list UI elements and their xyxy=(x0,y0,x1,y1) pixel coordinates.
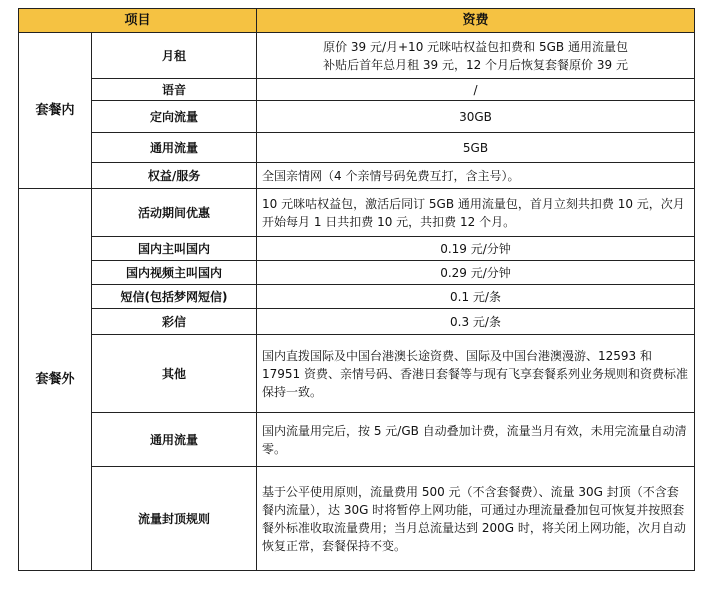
table-row xyxy=(19,261,695,285)
table-row xyxy=(19,413,695,467)
row-item: 语音 xyxy=(92,79,257,101)
row-fee: 基于公平使用原则，流量费用 500 元（不含套餐费）、流量 30G 封顶（不含套餐内流量），达 30G 时将暂停上网功能，可通过办理流量叠加包可恢复并按照套餐外标准收取流量费用；当月总流量达到 200G 时，将关闭上网功能，次月自动恢复正常，套餐保持不变。 xyxy=(257,467,695,571)
row-item: 权益/服务 xyxy=(92,163,257,189)
row-item: 国内主叫国内 xyxy=(92,237,257,261)
table-row xyxy=(19,285,695,309)
table-row xyxy=(19,189,695,237)
row-fee: 10 元咪咕权益包，激活后同订 5GB 通用流量包，首月立刻共扣费 10 元，次月开始每月 1 日共扣费 10 元，共扣费 12 个月。 xyxy=(257,189,695,237)
row-item: 短信(包括梦网短信) xyxy=(92,285,257,309)
row-item: 通用流量 xyxy=(92,413,257,467)
tariff-table-container xyxy=(18,8,694,571)
row-fee: 0.3 元/条 xyxy=(257,309,695,335)
category-outside: 套餐外 xyxy=(19,189,92,571)
header-fee: 资费 xyxy=(257,9,695,33)
tariff-table xyxy=(18,8,695,571)
table-row xyxy=(19,335,695,413)
table-row xyxy=(19,79,695,101)
table-row xyxy=(19,33,695,79)
row-fee: 国内流量用完后，按 5 元/GB 自动叠加计费，流量当月有效，未用完流量自动清零。 xyxy=(257,413,695,467)
row-item: 其他 xyxy=(92,335,257,413)
table-row xyxy=(19,163,695,189)
row-item: 活动期间优惠 xyxy=(92,189,257,237)
row-item: 定向流量 xyxy=(92,101,257,133)
table-row xyxy=(19,133,695,163)
row-fee: 原价 39 元/月+10 元咪咕权益包扣费和 5GB 通用流量包 补贴后首年总月租 39 元，12 个月后恢复套餐原价 39 元 xyxy=(257,33,695,79)
row-fee: 0.19 元/分钟 xyxy=(257,237,695,261)
row-fee: 0.1 元/条 xyxy=(257,285,695,309)
table-row xyxy=(19,467,695,571)
row-fee: / xyxy=(257,79,695,101)
row-item: 彩信 xyxy=(92,309,257,335)
table-row xyxy=(19,309,695,335)
row-item: 国内视频主叫国内 xyxy=(92,261,257,285)
table-row xyxy=(19,101,695,133)
row-item: 通用流量 xyxy=(92,133,257,163)
row-fee: 30GB xyxy=(257,101,695,133)
row-fee: 全国亲情网（4 个亲情号码免费互打，含主号）。 xyxy=(257,163,695,189)
row-item: 月租 xyxy=(92,33,257,79)
row-fee: 5GB xyxy=(257,133,695,163)
header-item: 项目 xyxy=(19,9,257,33)
category-inside: 套餐内 xyxy=(19,33,92,189)
row-fee: 国内直拨国际及中国台港澳长途资费、国际及中国台港澳漫游、12593 和 17951 资费、亲情号码、香港日套餐等与现有飞享套餐系列业务规则和资费标准保持一致。 xyxy=(257,335,695,413)
row-fee: 0.29 元/分钟 xyxy=(257,261,695,285)
table-header-row xyxy=(19,9,695,33)
row-item: 流量封顶规则 xyxy=(92,467,257,571)
table-row xyxy=(19,237,695,261)
